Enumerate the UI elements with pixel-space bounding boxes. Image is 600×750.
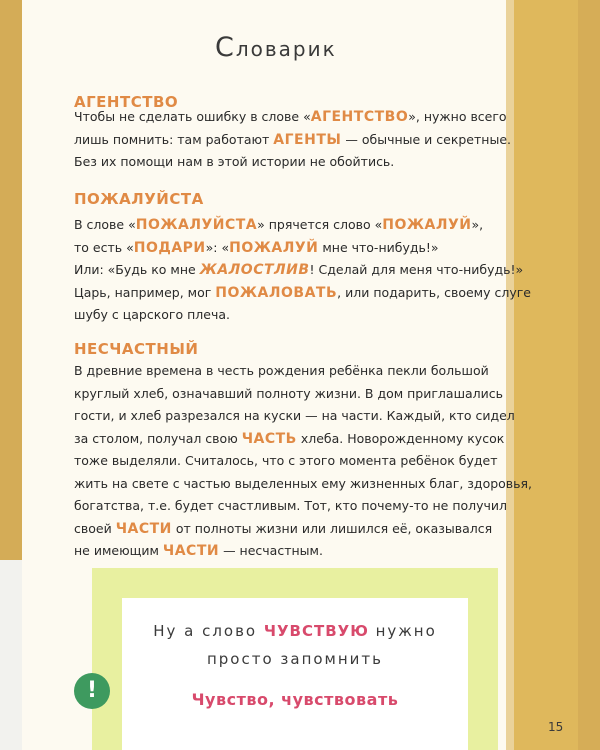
note-text: Ну а слово	[153, 622, 264, 640]
text-run: то есть «	[74, 239, 134, 255]
text-line	[74, 450, 532, 473]
note-answer: Чувство, чувствовать	[191, 690, 399, 709]
text-line	[74, 237, 531, 260]
text-run: » прячется слово «	[257, 217, 383, 232]
text-run: богатства, т.е. будет счастливым. Тот, кто почему-то не получил	[74, 498, 508, 513]
text-run: лишь помнить: там работают	[74, 131, 274, 147]
highlighted-word: ЧАСТЬ	[241, 430, 297, 447]
text-line	[74, 540, 532, 563]
text-run: В древние времена в честь рождения ребёнка пекли большой	[74, 363, 489, 378]
text-run: не имеющим	[74, 543, 163, 558]
note-box	[122, 598, 468, 750]
text-run: мне что-нибудь!»	[318, 239, 439, 255]
text-line	[74, 214, 531, 237]
text-line	[74, 259, 531, 282]
text-run: , или подарить, своему слуге	[337, 284, 531, 300]
text-run: — обычные и секретные.	[341, 131, 511, 147]
text-line	[74, 518, 532, 541]
note-line-2: просто запомнить	[206, 650, 384, 668]
text-run: В слове «	[74, 217, 136, 232]
highlighted-word: АГЕНТСТВО	[310, 109, 409, 125]
section-title-agentstvo: АГЕНТСТВО	[74, 93, 179, 111]
text-line	[74, 129, 511, 152]
highlighted-word: ПОЖАЛУЙ	[229, 239, 319, 256]
text-line	[74, 106, 511, 129]
text-line	[74, 304, 531, 327]
text-run: Без их помощи нам в этой истории не обойтись.	[74, 154, 395, 169]
text-run: ! Сделай для меня что-нибудь!»	[309, 262, 524, 277]
text-run: — несчастным.	[219, 543, 323, 558]
right-gold-border	[578, 0, 600, 750]
highlighted-word: ПОДАРИ	[133, 239, 206, 256]
text-run: »: «	[205, 239, 230, 255]
text-line	[74, 405, 532, 428]
text-line	[74, 282, 531, 305]
section-text-pozhaluysta	[74, 214, 531, 327]
left-gold-border	[0, 0, 22, 560]
text-run: », нужно всего	[408, 109, 507, 124]
note-line-1	[122, 622, 468, 640]
text-run: »,	[471, 217, 484, 232]
text-run: жить на свете с частью выделенных ему жизненных благ, здоровья,	[74, 475, 533, 491]
highlighted-word: ЧАСТИ	[115, 520, 172, 537]
text-line	[74, 360, 532, 383]
text-run: тоже выделяли. Считалось, что с этого момента ребёнок будет	[74, 453, 498, 468]
text-line	[74, 495, 532, 518]
text-run: Царь, например, мог	[74, 284, 216, 300]
text-run: своей	[74, 520, 116, 536]
highlighted-word: ЧАСТИ	[162, 543, 220, 559]
text-run: за столом, получал свою	[74, 430, 242, 446]
text-run: хлеба. Новорожденному кусок	[296, 430, 505, 446]
text-run: Или: «Будь ко мне	[74, 262, 200, 277]
text-run: шубу с царского плеча.	[74, 307, 230, 322]
title-rest: ловарик	[235, 37, 337, 61]
highlighted-word: ЖАЛОСТЛИВ	[199, 262, 310, 278]
highlighted-word: ПОЖАЛОВАТЬ	[215, 284, 338, 301]
text-run: круглый хлеб, означавший полноту жизни. В дом приглашались	[74, 385, 504, 401]
section-title-pozhaluysta: ПОЖАЛУЙСТА	[74, 190, 204, 208]
section-text-neschastny	[74, 360, 532, 563]
highlighted-word: АГЕНТЫ	[273, 131, 342, 148]
page-title	[215, 32, 337, 63]
highlighted-word: ПОЖАЛУЙСТА	[135, 217, 258, 233]
note-keyword: ЧУВСТВУЮ	[263, 622, 369, 640]
text-line	[74, 383, 532, 406]
section-text-agentstvo	[74, 106, 511, 174]
section-title-neschastny: НЕСЧАСТНЫЙ	[74, 340, 199, 358]
page-number: 15	[548, 720, 564, 734]
text-run: от полноты жизни или лишился её, оказывался	[171, 520, 493, 536]
text-line	[74, 428, 532, 451]
left-light-strip	[0, 560, 22, 750]
text-run: гости, и хлеб разрезался на куски — на части. Каждый, кто сидел	[74, 408, 515, 423]
text-run: Чтобы не сделать ошибку в слове «	[74, 109, 311, 124]
note-text: нужно	[368, 622, 437, 640]
text-line	[74, 151, 511, 174]
highlighted-word: ПОЖАЛУЙ	[382, 217, 472, 233]
text-line	[74, 473, 532, 496]
title-initial: С	[215, 32, 236, 63]
exclamation-icon: !	[74, 673, 110, 709]
